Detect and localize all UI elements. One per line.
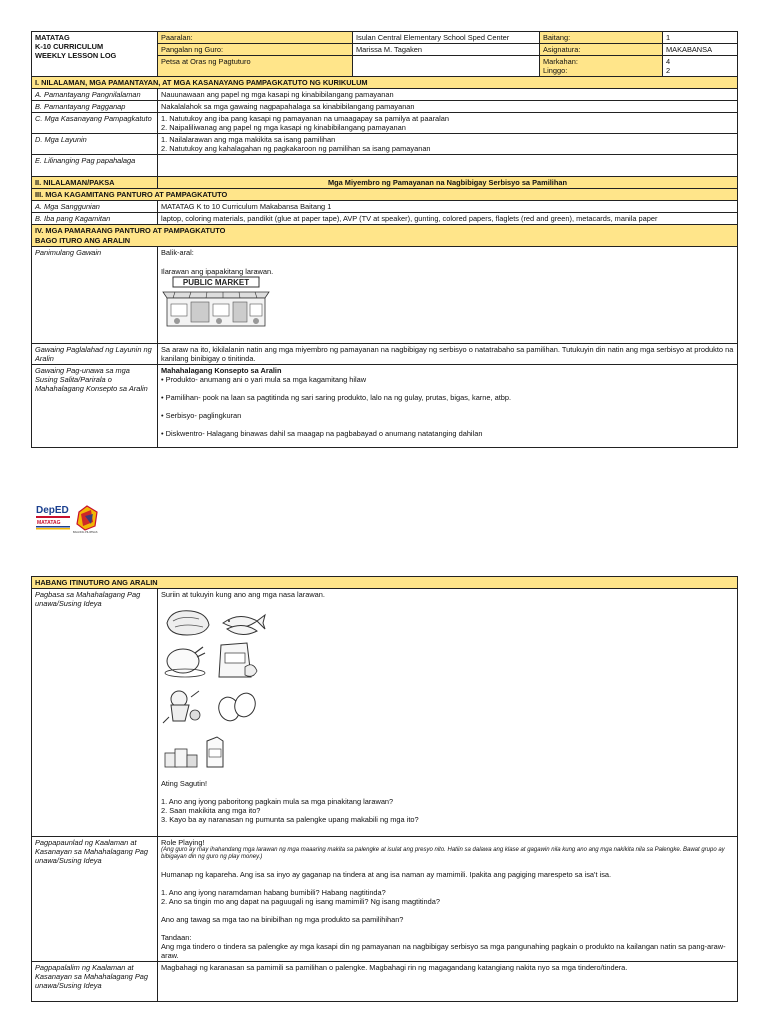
svg-text:DepED: DepED bbox=[36, 505, 69, 516]
paaralan-value: Isulan Central Elementary School Sped Center bbox=[353, 32, 540, 44]
pamantayang-pangnilalaman-value: Nauunawaan ang papel ng mga kasapi ng kinabibilangang pamayanan bbox=[158, 89, 738, 101]
pagpapalalim-label: Pagpapalalim ng Kaalaman at Kasanayan sa Mahahalagang Pag unawa/Susing Ideya bbox=[32, 961, 158, 1001]
section5-title: HABANG ITINUTURO ANG ARALIN bbox=[32, 577, 738, 589]
section1-title: I. NILALAMAN, MGA PAMANTAYAN, AT MGA KASANAYANG PAMPAGKATUTO NG KURIKULUM bbox=[32, 77, 738, 89]
pagpapaunlad-cell bbox=[158, 837, 738, 962]
deped-matatag-logos bbox=[35, 500, 107, 534]
markahan-linggo-value: 4 2 bbox=[663, 56, 738, 77]
market-products-illustration bbox=[161, 605, 291, 775]
pagbasa-cell bbox=[158, 589, 738, 837]
guro-value: Marissa M. Tagaken bbox=[353, 44, 540, 56]
panimula-label: Panimulang Gawain bbox=[32, 246, 158, 343]
lesson-log-table-page1 bbox=[31, 31, 738, 448]
svg-text:BAGONG PILIPINAS: BAGONG PILIPINAS bbox=[73, 531, 98, 534]
petsa-value bbox=[353, 56, 540, 77]
sanggunian-value: MATATAG K to 10 Curriculum Makabansa Baitang 1 bbox=[158, 201, 738, 213]
pamantayang-pagganap-label: B. Pamantayang Pagganap bbox=[32, 101, 158, 113]
rice-sack-icon bbox=[219, 643, 257, 677]
fish-icon bbox=[223, 615, 265, 635]
tandaan-text: Ang mga tindero o tindera sa palengke ay mga kasapi din ng pamayanan na nagbibigay serbisyo sa mga pangunahing pagkain o produkto na kailangan natin sa pang-araw-araw. bbox=[161, 941, 726, 960]
svg-text:MATATAG: MATATAG bbox=[37, 520, 61, 526]
layunin-value: 1. Nailalarawan ang mga makikita sa isang pamilihan 2. Natutukoy ang kahalagahan ng pagkakaroon ng pamilihan sa isang pamayanan bbox=[158, 134, 738, 155]
markahan-linggo-label: Markahan: Linggo: bbox=[540, 56, 663, 77]
pagpapaunlad-label: Pagpapaunlad ng Kaalaman at Kasanayan sa Mahahalagang Pag unawa/Susing Ideya bbox=[32, 837, 158, 962]
meat-icon bbox=[167, 611, 209, 635]
pagunawa-label: Gawaing Pag-unawa sa mga Susing Salita/Parirala o Mahahalagang Konsepto sa Aralin bbox=[32, 364, 158, 447]
konsepto-produkto: • Produkto- anumang ani o yari mula sa mga kagamitang hilaw bbox=[161, 374, 367, 384]
section4-subtitle: BAGO ITURO ANG ARALIN bbox=[35, 235, 131, 245]
asignatura-value: MAKABANSA bbox=[663, 44, 738, 56]
baitang-label: Baitang: bbox=[540, 32, 663, 44]
pagpapahalaga-label: E. Lilinanging Pag papahalaga bbox=[32, 155, 158, 177]
milk-carton-icon bbox=[207, 737, 223, 767]
question-2: 2. Saan makikita ang mga ito? bbox=[161, 806, 261, 816]
konsepto-title: Mahahalagang Konsepto sa Aralin bbox=[161, 365, 282, 375]
paaralan-label: Paaralan: bbox=[158, 32, 353, 44]
pagbasa-label: Pagbasa sa Mahahalagang Pag unawa/Susing Ideya bbox=[32, 589, 158, 837]
header-line-2: K-10 CURRICULUM bbox=[35, 42, 104, 52]
vegetables-icon bbox=[163, 691, 200, 723]
paglalahad-label: Gawaing Paglalahad ng Layunin ng Aralin bbox=[32, 343, 158, 364]
panimula-value bbox=[158, 246, 738, 343]
role-question-1: 1. Ano ang iyong naramdaman habang bumibili? Habang nagtitinda? bbox=[161, 887, 386, 897]
paglalahad-value: Sa araw na ito, kikilalanin natin ang mga miyembro ng pamayanan na nagbibigay ng serbisyo o natatrabaho sa pamilihan. Tutukuyin din natin ang mga serbisyo at produkto na kanilang binibigay o tinitinda. bbox=[158, 343, 738, 364]
pagpapalalim-value: Magbahagi ng karanasan sa pamimili sa pamilihan o palengke. Magbahagi rin ng magagandang katangiang nakita nyo sa mga tindero/tindera. bbox=[158, 961, 738, 1001]
section3-title: III. MGA KAGAMITANG PANTURO AT PAMPAGKATUTO bbox=[32, 189, 738, 201]
konsepto-serbisyo: • Serbisyo- paglingkuran bbox=[161, 410, 242, 420]
sanggunian-label: A. Mga Sanggunian bbox=[32, 201, 158, 213]
section4-title: IV. MGA PAMARAANG PANTURO AT PAMPAGKATUTO BAGO ITURO ANG ARALIN bbox=[32, 225, 738, 246]
chicken-icon bbox=[165, 647, 205, 677]
kagamitan-value: laptop, coloring materials, pandikit (glue at paper tape), AVP (TV at speaker), gunting, colored papers, flaglets (red and green), metacards, manila paper bbox=[158, 213, 738, 225]
suriin-text: Suriin at tukuyin kung ano ang mga nasa larawan. bbox=[161, 590, 325, 600]
public-market-illustration bbox=[161, 276, 271, 328]
eggs-icon bbox=[215, 690, 258, 723]
konsepto-pamilihan: • Pamilihan- pook na laan sa pagtitinda ng sari saring produkto, lalo na ng gulay, prutas, bigas, karne, atbp. bbox=[161, 392, 512, 402]
role-question-2: 2. Ano sa tingin mo ang dapat na paguugali ng isang mamimili? Ng isang magtitinda? bbox=[161, 896, 440, 906]
lesson-log-table-page2 bbox=[31, 576, 738, 1002]
question-3: 3. Kayo ba ay naranasan ng pumunta sa palengke upang makabili ng mga ito? bbox=[161, 815, 419, 825]
kasanayang-value: 1. Natutukoy ang iba pang kasapi ng pamayanan na umaagapay sa pamilya at paaralan 2. Naipaliliwanag ang papel ng mga kasapi ng kinabibilangang pamayanan bbox=[158, 113, 738, 134]
humanap-text: Humanap ng kapareha. Ang isa sa inyo ay gaganap na tindera at ang isa naman ay mamimili. Ipakita ang pagiging marespeto sa isa't isa. bbox=[161, 869, 612, 879]
ilarawan-text: Ilarawan ang ipapakitang larawan. bbox=[161, 266, 274, 276]
section2-title: II. NILALAMAN/PAKSA bbox=[32, 177, 158, 189]
role-playing-title: Role Playing! bbox=[161, 838, 205, 848]
pagpapahalaga-value bbox=[158, 155, 738, 177]
asignatura-label: Asignatura: bbox=[540, 44, 663, 56]
kagamitan-label: B. Iba pang Kagamitan bbox=[32, 213, 158, 225]
header-left bbox=[32, 32, 158, 77]
canned-goods-icon bbox=[165, 749, 197, 767]
pamantayang-pagganap-value: Nakalalahok sa mga gawaing nagpapahalaga sa kinabibilangang pamayanan bbox=[158, 101, 738, 113]
section2-topic: Mga Miyembro ng Pamayanan na Nagbibigay Serbisyo sa Pamilihan bbox=[158, 177, 738, 189]
ano-ang-tawag-text: Ano ang tawag sa mga tao na binibilhan ng mga produkto sa pamilihihan? bbox=[161, 914, 404, 924]
svg-text:PUBLIC MARKET: PUBLIC MARKET bbox=[182, 277, 250, 287]
konsepto-diskwentro: • Diskwentro- Halagang binawas dahil sa maagap na pagbabayad o anumang natatanging dahilan bbox=[161, 428, 483, 438]
tandaan-label: Tandaan: bbox=[161, 932, 192, 942]
baitang-value: 1 bbox=[663, 32, 738, 44]
role-note: (Ang guro ay may ihahandang mga larawan ng mga maaaring makita sa palengke at isulat ang presyo nito. Hatiin sa dalawa ang klase at gagawin nila kung ano ang mga nakikita nila sa Palengke. Bawat grupo ay bibigayan din ng guro ng play money.) bbox=[161, 847, 725, 861]
header-line-3: WEEKLY LESSON LOG bbox=[35, 51, 117, 61]
petsa-label: Petsa at Oras ng Pagtuturo bbox=[158, 56, 353, 77]
pamantayang-pangnilalaman-label: A. Pamantayang Pangnilalaman bbox=[32, 89, 158, 101]
balik-aral-text: Balik-aral: bbox=[161, 247, 194, 257]
ating-sagutin-text: Ating Sagutin! bbox=[161, 779, 208, 789]
guro-label: Pangalan ng Guro: bbox=[158, 44, 353, 56]
question-1: 1. Ano ang iyong paboritong pagkain mula sa mga pinakitang larawan? bbox=[161, 797, 394, 807]
konsepto-cell bbox=[158, 364, 738, 447]
header-line-1: MATATAG bbox=[35, 33, 70, 42]
layunin-label: D. Mga Layunin bbox=[32, 134, 158, 155]
kasanayang-label: C. Mga Kasanayang Pampagkatuto bbox=[32, 113, 158, 134]
